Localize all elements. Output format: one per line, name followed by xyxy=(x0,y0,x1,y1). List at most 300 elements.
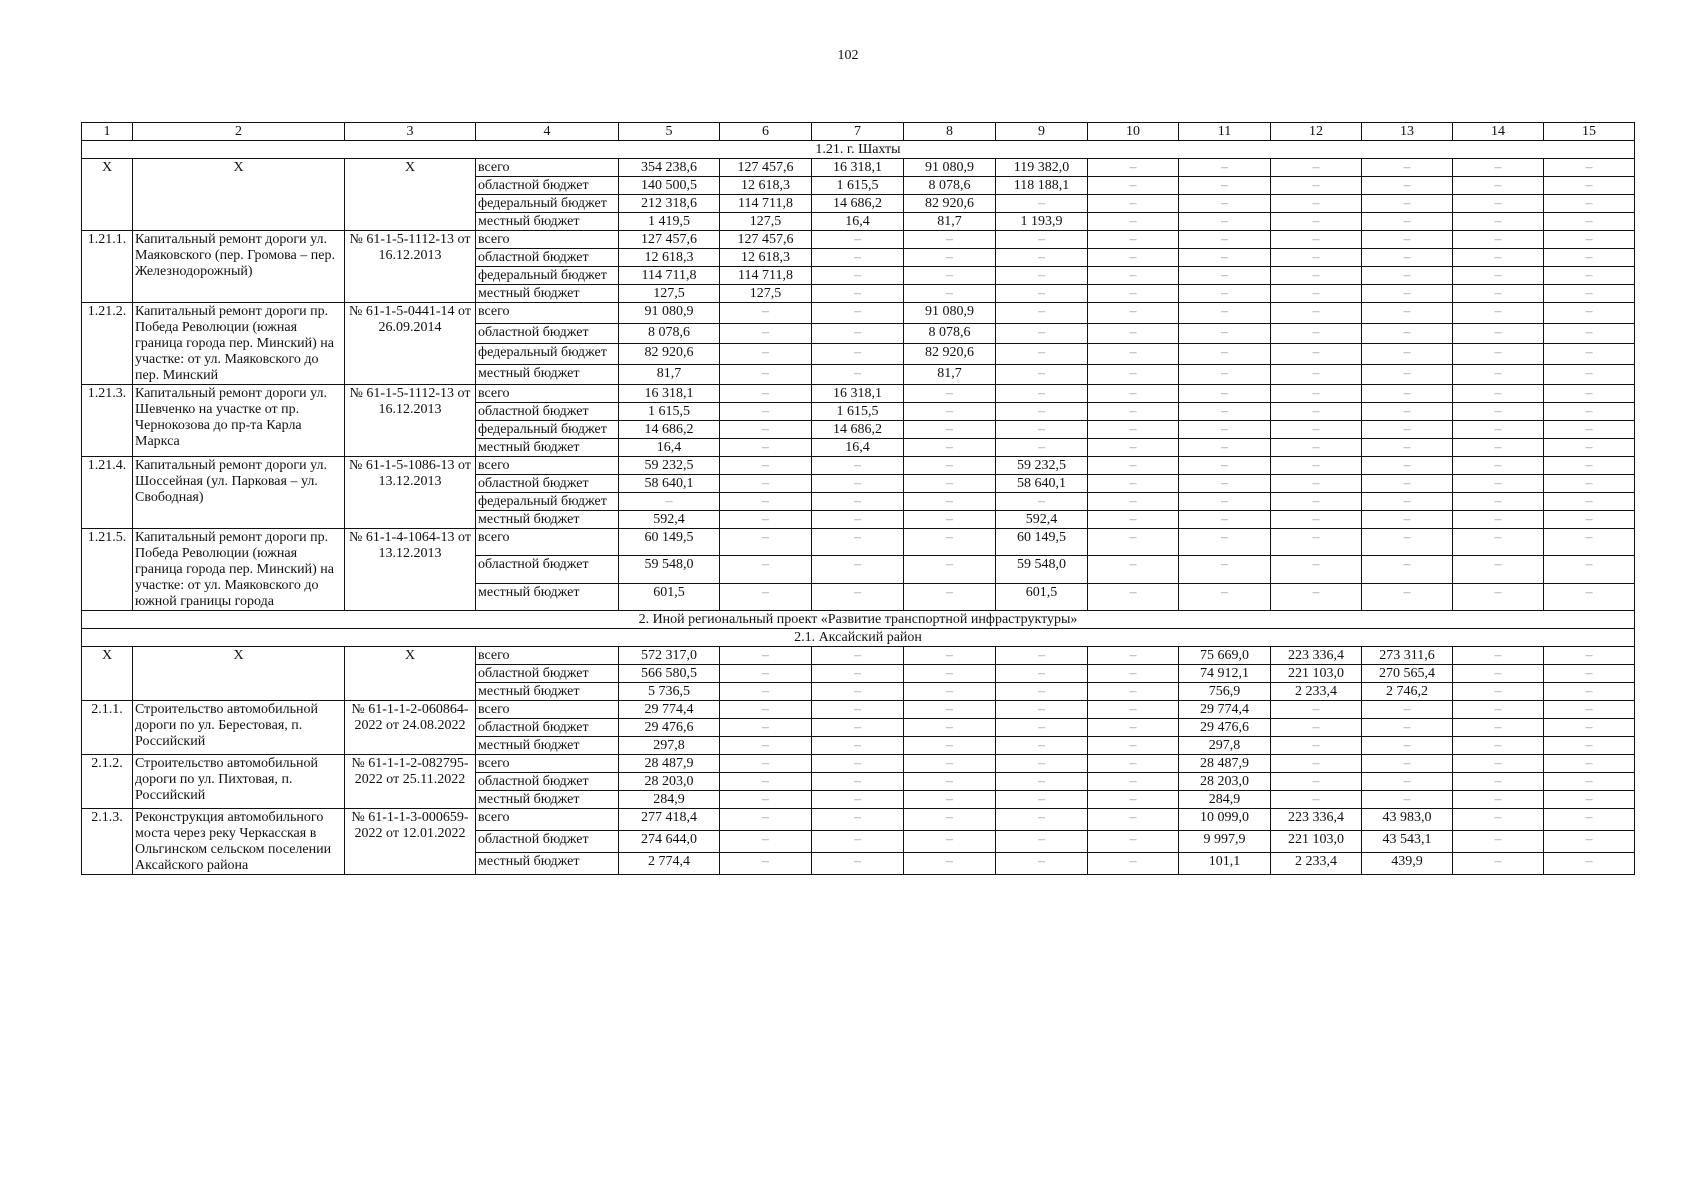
amount-cell: – xyxy=(1362,285,1453,303)
amount-cell: – xyxy=(1453,683,1544,701)
amount-cell: – xyxy=(904,831,996,853)
amount-cell: – xyxy=(1088,755,1179,773)
amount-cell: – xyxy=(812,773,904,791)
amount-cell: – xyxy=(720,583,812,610)
amount-cell: – xyxy=(1544,231,1635,249)
amount-cell: 28 203,0 xyxy=(619,773,720,791)
funding-source: всего xyxy=(476,701,619,719)
amount-cell: – xyxy=(1362,583,1453,610)
amount-cell: 16 318,1 xyxy=(812,385,904,403)
amount-cell: – xyxy=(1453,231,1544,249)
amount-cell: 601,5 xyxy=(619,583,720,610)
amount-cell: – xyxy=(1362,493,1453,511)
amount-cell: – xyxy=(1271,213,1362,231)
amount-cell: – xyxy=(1544,755,1635,773)
amount-cell: – xyxy=(1271,493,1362,511)
amount-cell: – xyxy=(1453,831,1544,853)
amount-cell: – xyxy=(1179,511,1271,529)
amount-cell: – xyxy=(1088,809,1179,831)
amount-cell: – xyxy=(904,737,996,755)
funding-source: областной бюджет xyxy=(476,665,619,683)
amount-cell: 16,4 xyxy=(812,213,904,231)
amount-cell: – xyxy=(1453,719,1544,737)
item-document: Х xyxy=(345,159,476,231)
amount-cell: 81,7 xyxy=(904,213,996,231)
amount-cell: 566 580,5 xyxy=(619,665,720,683)
amount-cell: – xyxy=(1088,719,1179,737)
amount-cell: 270 565,4 xyxy=(1362,665,1453,683)
amount-cell: 16 318,1 xyxy=(812,159,904,177)
amount-cell: – xyxy=(812,853,904,875)
amount-cell: – xyxy=(812,511,904,529)
funding-source: федеральный бюджет xyxy=(476,421,619,439)
amount-cell: – xyxy=(1179,159,1271,177)
item-number: Х xyxy=(82,647,133,701)
amount-cell: – xyxy=(1362,475,1453,493)
amount-cell: – xyxy=(1088,556,1179,583)
amount-cell: – xyxy=(1088,177,1179,195)
amount-cell: – xyxy=(1544,344,1635,365)
table-row xyxy=(82,647,1635,665)
budget-table xyxy=(81,122,1635,875)
amount-cell: – xyxy=(1088,457,1179,475)
section-heading-row xyxy=(82,141,1635,159)
amount-cell: 60 149,5 xyxy=(619,529,720,556)
amount-cell: – xyxy=(812,809,904,831)
amount-cell: – xyxy=(1088,583,1179,610)
amount-cell: 221 103,0 xyxy=(1271,831,1362,853)
amount-cell: – xyxy=(619,493,720,511)
amount-cell: – xyxy=(996,493,1088,511)
amount-cell: – xyxy=(720,737,812,755)
amount-cell: – xyxy=(1544,583,1635,610)
amount-cell: 10 099,0 xyxy=(1179,809,1271,831)
funding-source: областной бюджет xyxy=(476,719,619,737)
amount-cell: – xyxy=(1544,853,1635,875)
funding-source: федеральный бюджет xyxy=(476,493,619,511)
table-row xyxy=(82,303,1635,324)
amount-cell: – xyxy=(996,719,1088,737)
amount-cell: 127 457,6 xyxy=(720,231,812,249)
item-number: 1.21.5. xyxy=(82,529,133,611)
amount-cell: – xyxy=(996,231,1088,249)
funding-source: федеральный бюджет xyxy=(476,195,619,213)
amount-cell: – xyxy=(1088,231,1179,249)
amount-cell: 114 711,8 xyxy=(619,267,720,285)
amount-cell: – xyxy=(812,529,904,556)
amount-cell: – xyxy=(1271,344,1362,365)
amount-cell: – xyxy=(720,719,812,737)
amount-cell: 9 997,9 xyxy=(1179,831,1271,853)
column-number: 13 xyxy=(1362,123,1453,141)
amount-cell: 1 615,5 xyxy=(619,403,720,421)
amount-cell: 14 686,2 xyxy=(812,421,904,439)
amount-cell: 82 920,6 xyxy=(904,195,996,213)
amount-cell: – xyxy=(1453,421,1544,439)
amount-cell: 5 736,5 xyxy=(619,683,720,701)
amount-cell: – xyxy=(1362,773,1453,791)
amount-cell: – xyxy=(720,701,812,719)
amount-cell: – xyxy=(812,249,904,267)
amount-cell: – xyxy=(1179,267,1271,285)
amount-cell: – xyxy=(812,719,904,737)
amount-cell: – xyxy=(720,511,812,529)
amount-cell: 2 774,4 xyxy=(619,853,720,875)
amount-cell: 28 203,0 xyxy=(1179,773,1271,791)
amount-cell: – xyxy=(1088,249,1179,267)
amount-cell: 12 618,3 xyxy=(619,249,720,267)
table-row xyxy=(82,529,1635,556)
column-number: 2 xyxy=(133,123,345,141)
amount-cell: – xyxy=(1088,511,1179,529)
amount-cell: 439,9 xyxy=(1362,853,1453,875)
amount-cell: – xyxy=(1453,385,1544,403)
amount-cell: – xyxy=(1179,177,1271,195)
funding-source: местный бюджет xyxy=(476,364,619,385)
item-name: Строительство автомобильной дороги по ул. Пихтовая, п. Российский xyxy=(133,755,345,809)
amount-cell: – xyxy=(1088,683,1179,701)
amount-cell: – xyxy=(720,323,812,344)
amount-cell: 118 188,1 xyxy=(996,177,1088,195)
table-row xyxy=(82,231,1635,249)
amount-cell: 12 618,3 xyxy=(720,177,812,195)
amount-cell: – xyxy=(996,421,1088,439)
amount-cell: – xyxy=(1362,344,1453,365)
amount-cell: – xyxy=(904,493,996,511)
amount-cell: – xyxy=(1271,475,1362,493)
amount-cell: 297,8 xyxy=(619,737,720,755)
amount-cell: – xyxy=(1362,403,1453,421)
funding-source: местный бюджет xyxy=(476,285,619,303)
amount-cell: – xyxy=(1453,791,1544,809)
amount-cell: 91 080,9 xyxy=(904,303,996,324)
amount-cell: 297,8 xyxy=(1179,737,1271,755)
item-number: 1.21.2. xyxy=(82,303,133,385)
amount-cell: – xyxy=(904,439,996,457)
amount-cell: – xyxy=(904,583,996,610)
amount-cell: – xyxy=(1544,529,1635,556)
amount-cell: – xyxy=(904,683,996,701)
amount-cell: 2 746,2 xyxy=(1362,683,1453,701)
amount-cell: – xyxy=(1088,647,1179,665)
amount-cell: – xyxy=(1179,249,1271,267)
table-row xyxy=(82,755,1635,773)
amount-cell: – xyxy=(812,683,904,701)
item-document: № 61-1-4-1064-13 от 13.12.2013 xyxy=(345,529,476,611)
amount-cell: – xyxy=(1271,303,1362,324)
item-name: Строительство автомобильной дороги по ул. Берестовая, п. Российский xyxy=(133,701,345,755)
amount-cell: – xyxy=(904,385,996,403)
section-heading-row xyxy=(82,629,1635,647)
amount-cell: – xyxy=(1362,249,1453,267)
amount-cell: – xyxy=(1088,303,1179,324)
amount-cell: – xyxy=(1271,195,1362,213)
amount-cell: – xyxy=(1179,583,1271,610)
item-name: Капитальный ремонт дороги ул. Шевченко на участке от пр. Чернокозова до пр-та Карла Маркса xyxy=(133,385,345,457)
amount-cell: – xyxy=(1453,701,1544,719)
funding-source: федеральный бюджет xyxy=(476,267,619,285)
amount-cell: – xyxy=(1362,385,1453,403)
amount-cell: 29 774,4 xyxy=(619,701,720,719)
amount-cell: – xyxy=(1544,556,1635,583)
item-number: 2.1.3. xyxy=(82,809,133,875)
amount-cell: – xyxy=(1179,231,1271,249)
amount-cell: – xyxy=(1179,493,1271,511)
amount-cell: – xyxy=(1088,665,1179,683)
amount-cell: – xyxy=(904,773,996,791)
amount-cell: – xyxy=(720,683,812,701)
amount-cell: – xyxy=(720,403,812,421)
amount-cell: – xyxy=(996,683,1088,701)
funding-source: всего xyxy=(476,809,619,831)
amount-cell: – xyxy=(1271,773,1362,791)
amount-cell: – xyxy=(1362,701,1453,719)
amount-cell: 16 318,1 xyxy=(619,385,720,403)
funding-source: местный бюджет xyxy=(476,683,619,701)
amount-cell: – xyxy=(904,249,996,267)
table-row xyxy=(82,701,1635,719)
amount-cell: – xyxy=(1453,344,1544,365)
amount-cell: – xyxy=(812,701,904,719)
amount-cell: – xyxy=(1179,385,1271,403)
amount-cell: 114 711,8 xyxy=(720,195,812,213)
funding-source: местный бюджет xyxy=(476,583,619,610)
amount-cell: – xyxy=(1453,755,1544,773)
amount-cell: 1 615,5 xyxy=(812,177,904,195)
table-row xyxy=(82,385,1635,403)
amount-cell: – xyxy=(1179,457,1271,475)
amount-cell: 223 336,4 xyxy=(1271,647,1362,665)
amount-cell: – xyxy=(1362,439,1453,457)
amount-cell: – xyxy=(1179,323,1271,344)
amount-cell: – xyxy=(1453,737,1544,755)
amount-cell: – xyxy=(1271,439,1362,457)
amount-cell: – xyxy=(996,267,1088,285)
amount-cell: – xyxy=(1179,344,1271,365)
amount-cell: – xyxy=(1179,421,1271,439)
amount-cell: – xyxy=(720,439,812,457)
amount-cell: – xyxy=(1544,285,1635,303)
amount-cell: – xyxy=(1088,773,1179,791)
amount-cell: – xyxy=(1362,231,1453,249)
amount-cell: 74 912,1 xyxy=(1179,665,1271,683)
amount-cell: 127 457,6 xyxy=(619,231,720,249)
amount-cell: – xyxy=(812,665,904,683)
amount-cell: – xyxy=(720,755,812,773)
amount-cell: – xyxy=(1271,285,1362,303)
amount-cell: – xyxy=(996,249,1088,267)
amount-cell: – xyxy=(1453,475,1544,493)
amount-cell: – xyxy=(1271,364,1362,385)
amount-cell: – xyxy=(904,475,996,493)
item-name: Капитальный ремонт дороги пр. Победа Революции (южная граница города пер. Минский) на участке: от ул. Маяковского до пер. Минский xyxy=(133,303,345,385)
amount-cell: – xyxy=(1544,701,1635,719)
amount-cell: 592,4 xyxy=(619,511,720,529)
column-number: 9 xyxy=(996,123,1088,141)
amount-cell: – xyxy=(720,556,812,583)
amount-cell: – xyxy=(1544,493,1635,511)
amount-cell: – xyxy=(1362,457,1453,475)
amount-cell: – xyxy=(812,323,904,344)
amount-cell: 221 103,0 xyxy=(1271,665,1362,683)
funding-source: местный бюджет xyxy=(476,511,619,529)
amount-cell: 572 317,0 xyxy=(619,647,720,665)
funding-source: областной бюджет xyxy=(476,475,619,493)
amount-cell: – xyxy=(812,583,904,610)
amount-cell: – xyxy=(996,853,1088,875)
item-number: Х xyxy=(82,159,133,231)
amount-cell: – xyxy=(904,529,996,556)
amount-cell: – xyxy=(1453,213,1544,231)
amount-cell: – xyxy=(904,647,996,665)
amount-cell: – xyxy=(996,323,1088,344)
column-number: 11 xyxy=(1179,123,1271,141)
amount-cell: – xyxy=(996,831,1088,853)
amount-cell: – xyxy=(1179,364,1271,385)
amount-cell: – xyxy=(1271,177,1362,195)
item-number: 2.1.2. xyxy=(82,755,133,809)
amount-cell: – xyxy=(1088,323,1179,344)
amount-cell: – xyxy=(1453,853,1544,875)
amount-cell: – xyxy=(996,701,1088,719)
amount-cell: – xyxy=(1544,809,1635,831)
amount-cell: – xyxy=(1088,737,1179,755)
amount-cell: – xyxy=(1544,511,1635,529)
amount-cell: 2 233,4 xyxy=(1271,853,1362,875)
amount-cell: – xyxy=(1271,267,1362,285)
amount-cell: – xyxy=(1544,364,1635,385)
amount-cell: 114 711,8 xyxy=(720,267,812,285)
funding-source: областной бюджет xyxy=(476,773,619,791)
amount-cell: – xyxy=(1362,177,1453,195)
item-document: № 61-1-5-0441-14 от 26.09.2014 xyxy=(345,303,476,385)
funding-source: всего xyxy=(476,231,619,249)
amount-cell: – xyxy=(812,647,904,665)
amount-cell: – xyxy=(1544,773,1635,791)
amount-cell: – xyxy=(1271,556,1362,583)
amount-cell: – xyxy=(1544,249,1635,267)
amount-cell: – xyxy=(1088,529,1179,556)
amount-cell: – xyxy=(812,755,904,773)
amount-cell: 28 487,9 xyxy=(1179,755,1271,773)
amount-cell: 8 078,6 xyxy=(904,177,996,195)
amount-cell: 354 238,6 xyxy=(619,159,720,177)
amount-cell: 58 640,1 xyxy=(619,475,720,493)
amount-cell: 58 640,1 xyxy=(996,475,1088,493)
page-number: 102 xyxy=(837,48,859,63)
amount-cell: – xyxy=(720,493,812,511)
amount-cell: – xyxy=(1362,511,1453,529)
amount-cell: – xyxy=(1088,831,1179,853)
amount-cell: – xyxy=(996,755,1088,773)
amount-cell: 284,9 xyxy=(1179,791,1271,809)
amount-cell: – xyxy=(720,457,812,475)
amount-cell: – xyxy=(1179,475,1271,493)
amount-cell: 81,7 xyxy=(904,364,996,385)
amount-cell: – xyxy=(1544,403,1635,421)
amount-cell: 14 686,2 xyxy=(812,195,904,213)
amount-cell: – xyxy=(1271,755,1362,773)
amount-cell: – xyxy=(1544,475,1635,493)
amount-cell: – xyxy=(1179,213,1271,231)
amount-cell: 277 418,4 xyxy=(619,809,720,831)
amount-cell: – xyxy=(1544,303,1635,324)
amount-cell: – xyxy=(1271,403,1362,421)
amount-cell: 273 311,6 xyxy=(1362,647,1453,665)
amount-cell: 28 487,9 xyxy=(619,755,720,773)
amount-cell: – xyxy=(1544,647,1635,665)
amount-cell: 29 476,6 xyxy=(619,719,720,737)
amount-cell: 140 500,5 xyxy=(619,177,720,195)
amount-cell: – xyxy=(1544,439,1635,457)
amount-cell: – xyxy=(1088,364,1179,385)
table-row xyxy=(82,809,1635,831)
amount-cell: – xyxy=(720,421,812,439)
funding-source: областной бюджет xyxy=(476,177,619,195)
amount-cell: – xyxy=(996,385,1088,403)
amount-cell: – xyxy=(1453,439,1544,457)
amount-cell: – xyxy=(1362,719,1453,737)
item-name: Х xyxy=(133,159,345,231)
amount-cell: – xyxy=(720,529,812,556)
amount-cell: – xyxy=(904,853,996,875)
item-document: № 61-1-5-1112-13 от 16.12.2013 xyxy=(345,385,476,457)
amount-cell: – xyxy=(1544,323,1635,344)
amount-cell: – xyxy=(1362,159,1453,177)
funding-source: федеральный бюджет xyxy=(476,344,619,365)
amount-cell: 29 476,6 xyxy=(1179,719,1271,737)
column-number: 6 xyxy=(720,123,812,141)
amount-cell: – xyxy=(720,773,812,791)
amount-cell: – xyxy=(1544,683,1635,701)
amount-cell: 81,7 xyxy=(619,364,720,385)
item-document: № 61-1-1-2-060864-2022 от 24.08.2022 xyxy=(345,701,476,755)
amount-cell: 59 548,0 xyxy=(619,556,720,583)
amount-cell: – xyxy=(1362,421,1453,439)
amount-cell: 29 774,4 xyxy=(1179,701,1271,719)
amount-cell: – xyxy=(904,665,996,683)
item-number: 1.21.3. xyxy=(82,385,133,457)
item-document: № 61-1-1-2-082795-2022 от 25.11.2022 xyxy=(345,755,476,809)
amount-cell: – xyxy=(1453,529,1544,556)
amount-cell: – xyxy=(812,344,904,365)
amount-cell: – xyxy=(1453,267,1544,285)
amount-cell: 127,5 xyxy=(720,213,812,231)
column-number-row xyxy=(82,123,1635,141)
amount-cell: – xyxy=(1088,475,1179,493)
funding-source: областной бюджет xyxy=(476,323,619,344)
column-number: 3 xyxy=(345,123,476,141)
amount-cell: – xyxy=(1088,421,1179,439)
column-number: 7 xyxy=(812,123,904,141)
amount-cell: – xyxy=(812,231,904,249)
item-document: № 61-1-5-1112-13 от 16.12.2013 xyxy=(345,231,476,303)
amount-cell: – xyxy=(720,853,812,875)
amount-cell: – xyxy=(1453,285,1544,303)
amount-cell: – xyxy=(1453,323,1544,344)
amount-cell: – xyxy=(1544,421,1635,439)
amount-cell: 82 920,6 xyxy=(904,344,996,365)
amount-cell: – xyxy=(1271,511,1362,529)
section-heading: 2.1. Аксайский район xyxy=(82,629,1635,647)
amount-cell: – xyxy=(1088,385,1179,403)
amount-cell: 212 318,6 xyxy=(619,195,720,213)
amount-cell: – xyxy=(904,231,996,249)
amount-cell: – xyxy=(996,195,1088,213)
amount-cell: 592,4 xyxy=(996,511,1088,529)
amount-cell: – xyxy=(1179,529,1271,556)
amount-cell: – xyxy=(1453,303,1544,324)
